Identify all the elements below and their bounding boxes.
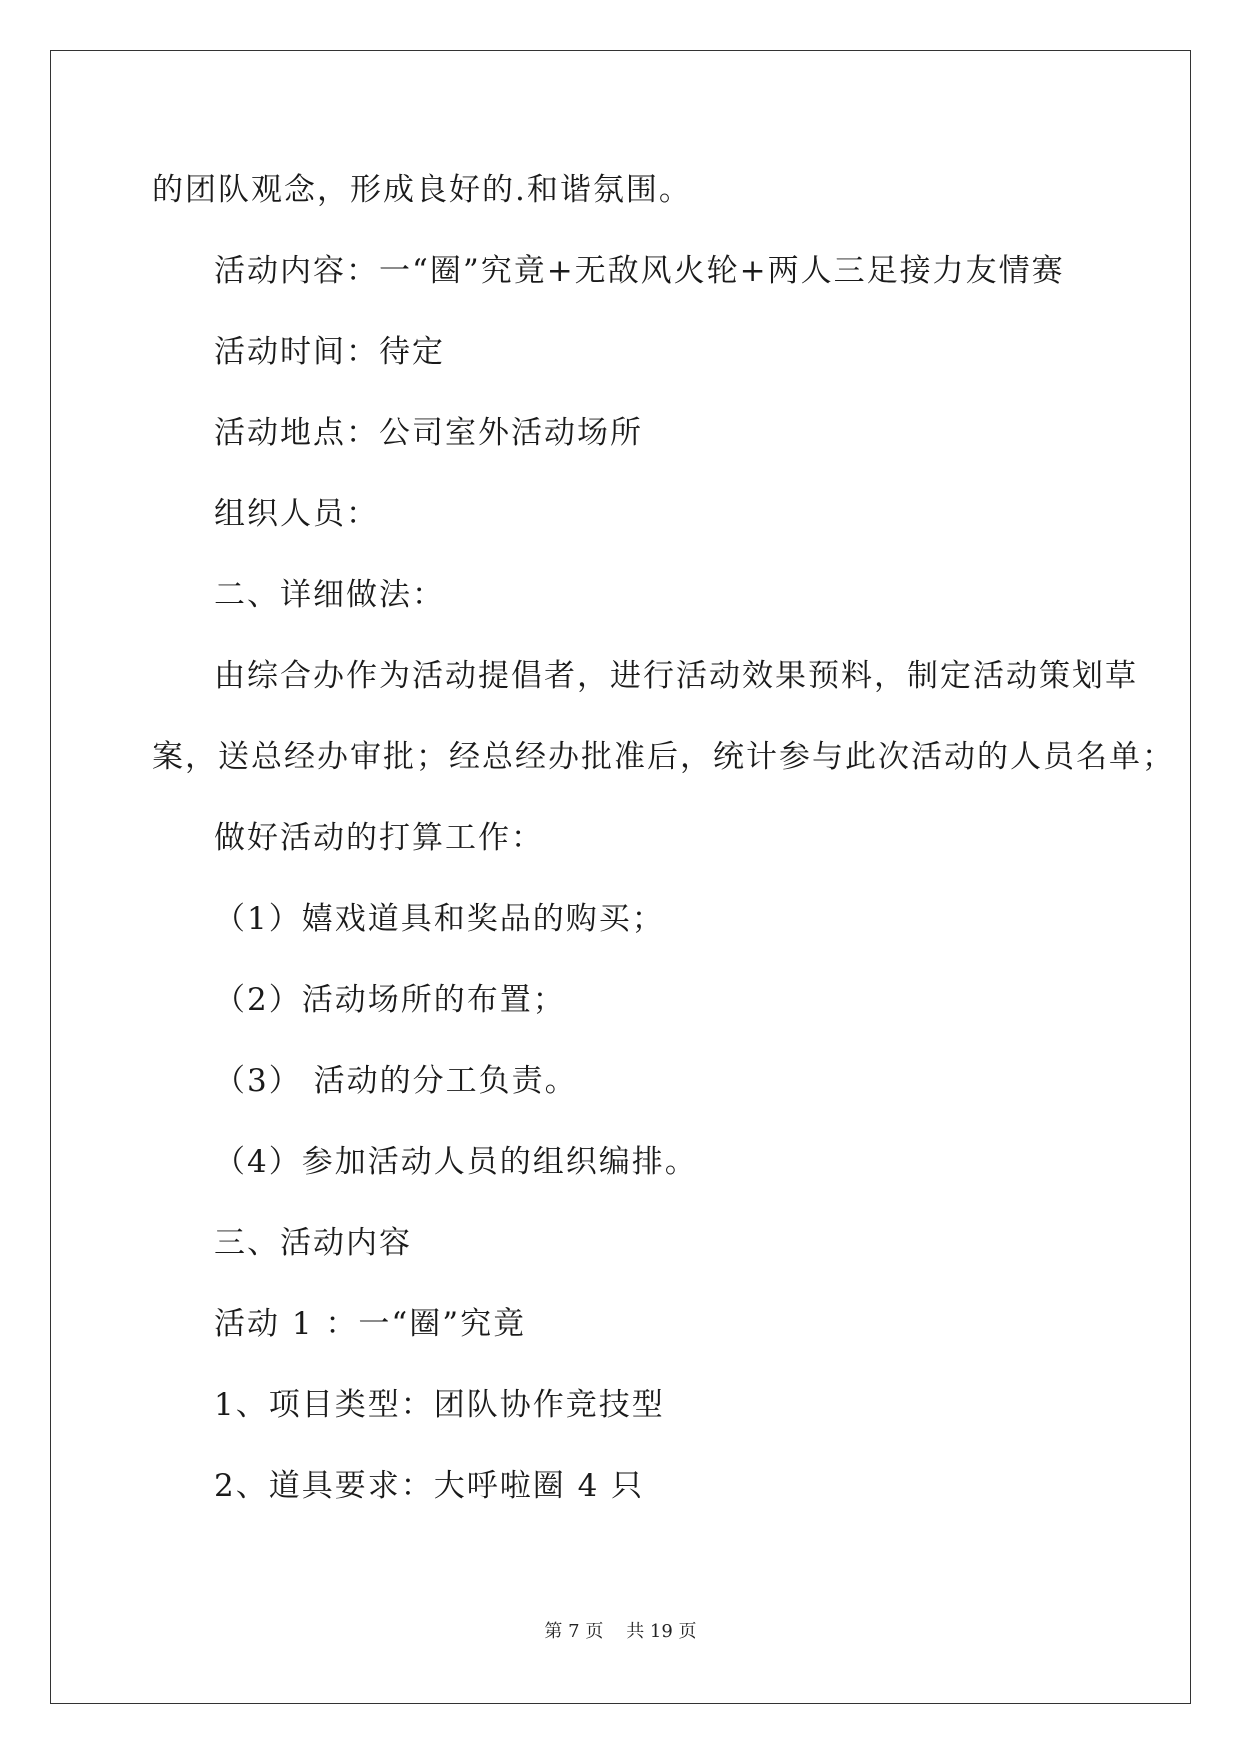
text-line-8: 案，送总经办审批；经总经办批准后，统计参与此次活动的人员名单； [152, 739, 1175, 775]
list-item-1: （1）嬉戏道具和奖品的购买； [214, 901, 665, 937]
list-item-2: （2）活动场所的布置； [214, 982, 566, 1018]
text-line-4: 活动地点：公司室外活动场所 [214, 415, 643, 451]
prop-requirements: 2、道具要求：大呼啦圈 4 只 [214, 1468, 645, 1504]
project-type: 1、项目类型：团队协作竞技型 [214, 1387, 665, 1423]
activity-title: 活动 1 ：一“圈”究竟 [214, 1306, 527, 1342]
page-frame [50, 50, 1191, 1704]
list-item-3: （3） 活动的分工负责。 [214, 1063, 578, 1099]
text-line-1: 的团队观念，形成良好的.和谐氛围。 [152, 172, 692, 208]
section-heading-3: 三、活动内容 [214, 1225, 412, 1261]
list-item-4: （4）参加活动人员的组织编排。 [214, 1144, 698, 1180]
page-number-footer: 第 7 页 共 19 页 [544, 1621, 697, 1642]
text-line-7: 由综合办作为活动提倡者，进行活动效果预料，制定活动策划草 [214, 658, 1138, 694]
text-line-2: 活动内容：一“圈”究竟+无敌风火轮+两人三足接力友情赛 [214, 253, 1065, 289]
text-line-5: 组织人员： [214, 496, 379, 532]
section-heading-2: 二、详细做法： [214, 577, 445, 613]
text-line-9: 做好活动的打算工作： [214, 820, 544, 856]
text-line-3: 活动时间：待定 [214, 334, 445, 370]
